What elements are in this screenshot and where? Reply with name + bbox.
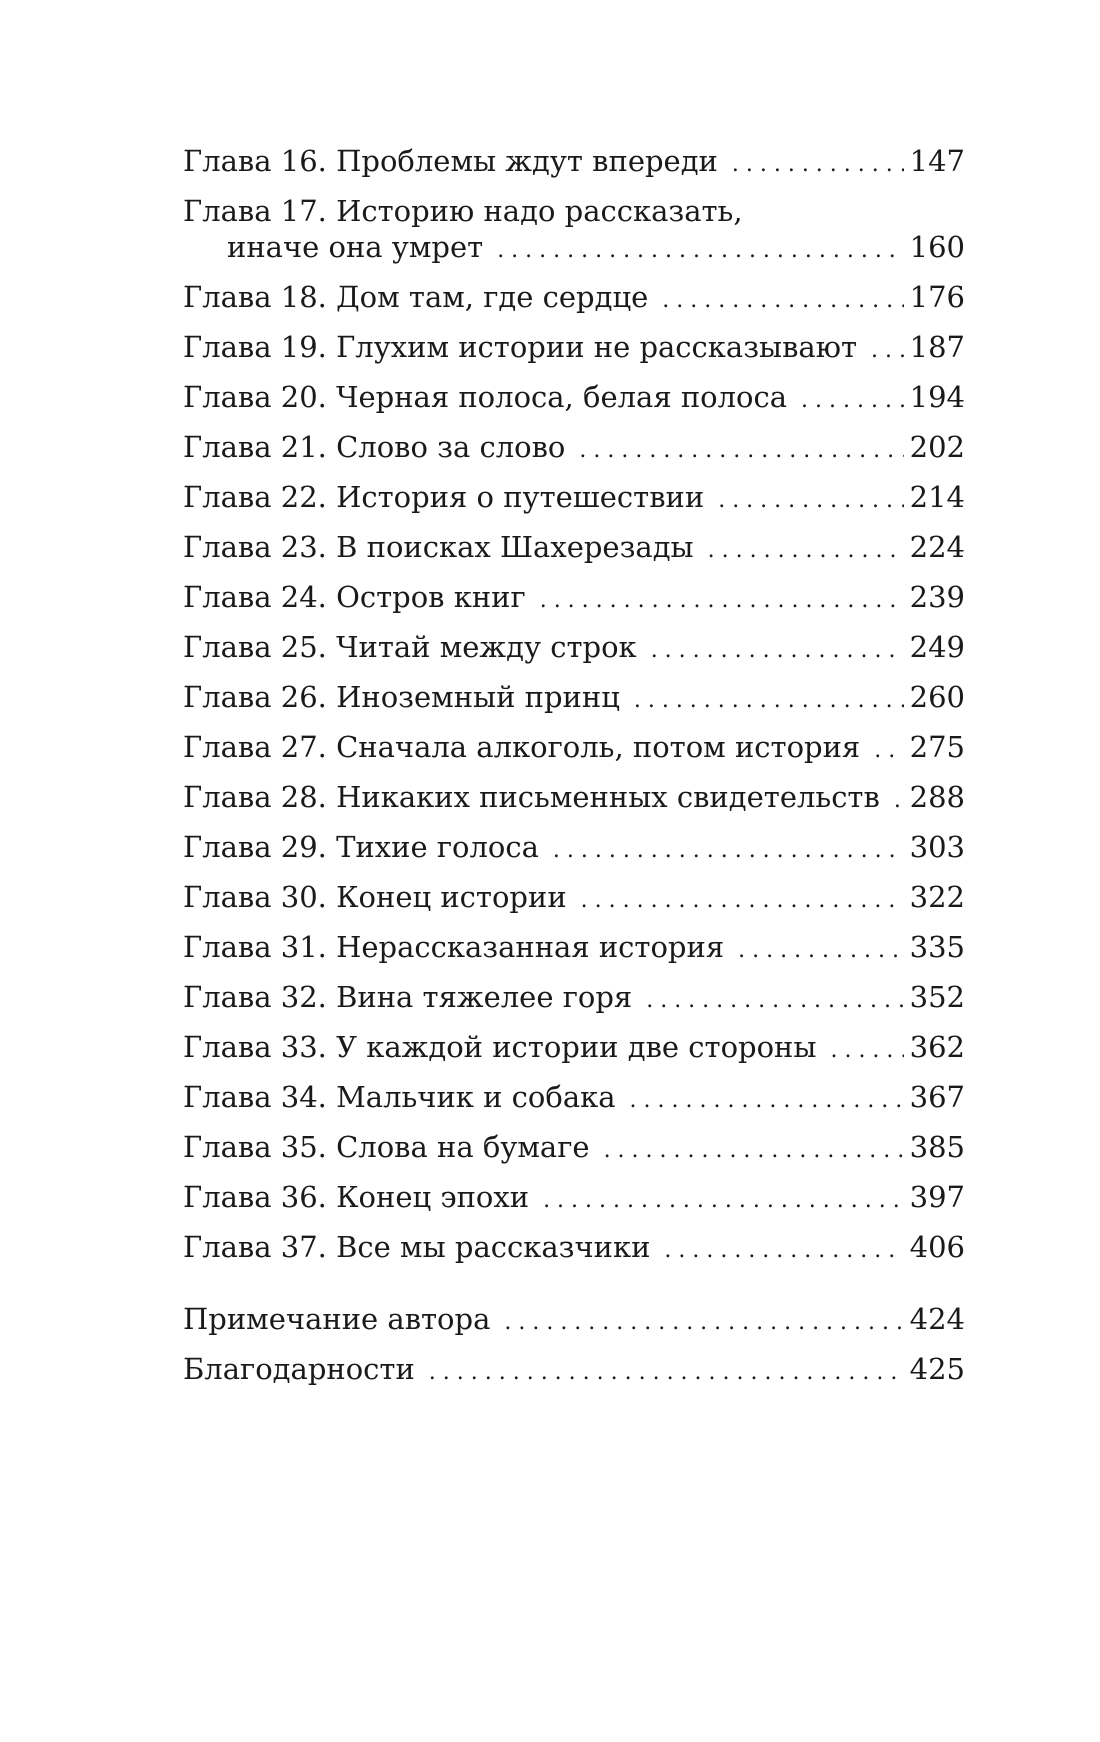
toc-entry-title: Глава 21. Слово за слово: [183, 430, 566, 464]
toc-entry: [183, 572, 965, 622]
toc-entry-page: 187: [909, 330, 965, 364]
dot-leader: [801, 372, 904, 426]
toc-entry-title: Глава 22. История о путешествии: [183, 480, 705, 514]
toc-entry-title: Глава 19. Глухим истории не рассказывают: [183, 330, 858, 364]
toc-entry-title: Глава 26. Иноземный принц: [183, 680, 620, 714]
toc-entry: [183, 972, 965, 1022]
toc-entry-title: Благодарности: [183, 1352, 415, 1386]
toc-entry-page: 303: [909, 830, 965, 864]
toc-entry-title: Глава 37. Все мы рассказчики: [183, 1230, 651, 1264]
toc-entry: [183, 1122, 965, 1172]
toc-entry: [183, 472, 965, 522]
toc-entry: [183, 1072, 965, 1122]
toc-entry-page: 322: [909, 880, 965, 914]
toc-entry-page: 176: [909, 280, 965, 314]
toc-entry-page: 260: [909, 680, 965, 714]
toc-entry-page: 288: [909, 780, 965, 814]
dot-leader: [497, 222, 903, 276]
dot-leader: [543, 1172, 904, 1226]
toc-entry: [183, 622, 965, 672]
dot-leader: [874, 722, 903, 776]
toc-entry: [183, 922, 965, 972]
toc-entry: [183, 1172, 965, 1222]
toc-entry-page: 352: [909, 980, 965, 1014]
toc-entry: [183, 672, 965, 722]
toc-entry: [183, 1344, 965, 1394]
toc-entry-title: Глава 20. Черная полоса, белая полоса: [183, 380, 788, 414]
table-of-contents: [183, 136, 965, 1394]
dot-leader: [553, 822, 904, 876]
dot-leader: [708, 522, 904, 576]
toc-entry-title: Глава 32. Вина тяжелее горя: [183, 980, 633, 1014]
toc-entry-title: Глава 25. Читай между строк: [183, 630, 637, 664]
toc-entry: [183, 722, 965, 772]
dot-leader: [732, 136, 904, 190]
toc-entry-title: Глава 18. Дом там, где сердце: [183, 280, 649, 314]
toc-entry: [183, 322, 965, 372]
dot-leader: [664, 1222, 903, 1276]
toc-entry: [183, 1294, 965, 1344]
toc-entry-page: 385: [909, 1130, 965, 1164]
toc-entry-page: 424: [909, 1302, 965, 1336]
dot-leader: [830, 1022, 903, 1076]
toc-entry-title: Глава 30. Конец истории: [183, 880, 567, 914]
toc-entry-title: Глава 23. В поисках Шахерезады: [183, 530, 694, 564]
dot-leader: [604, 1122, 904, 1176]
toc-entry-title: Глава 34. Мальчик и собака: [183, 1080, 616, 1114]
dot-leader: [718, 472, 903, 526]
toc-entry-page: 367: [909, 1080, 965, 1114]
dot-leader: [662, 272, 903, 326]
toc-entry-title: Примечание автора: [183, 1302, 491, 1336]
dot-leader: [429, 1344, 904, 1398]
toc-entry-title: Глава 27. Сначала алкоголь, потом история: [183, 730, 861, 764]
dot-leader: [581, 872, 904, 926]
dot-leader: [579, 422, 903, 476]
toc-entry-title: Глава 29. Тихие голоса: [183, 830, 539, 864]
toc-entry: [183, 422, 965, 472]
toc-entry-title: Глава 16. Проблемы ждут впереди: [183, 144, 718, 178]
toc-entry-page: 160: [909, 230, 965, 264]
toc-entry: [183, 272, 965, 322]
dot-leader: [651, 622, 904, 676]
dot-leader: [634, 672, 904, 726]
toc-entry-title: Глава 17. Историю надо рассказать,: [183, 194, 743, 228]
toc-entry-page: 224: [909, 530, 965, 564]
toc-entry-page: 362: [909, 1030, 965, 1064]
toc-entry-page: 202: [909, 430, 965, 464]
toc-entry: [183, 372, 965, 422]
toc-entry-title: Глава 31. Нерассказанная история: [183, 930, 725, 964]
toc-entry-page: 425: [909, 1352, 965, 1386]
toc-entry-page: 335: [909, 930, 965, 964]
toc-entry-title: Глава 28. Никаких письменных свидетельств: [183, 780, 880, 814]
toc-entry-page: 194: [909, 380, 965, 414]
dot-leader: [504, 1294, 903, 1348]
toc-entry-page: 397: [909, 1180, 965, 1214]
toc-entry-title: Глава 36. Конец эпохи: [183, 1180, 530, 1214]
toc-entry-page: 239: [909, 580, 965, 614]
toc-entry-page: 147: [909, 144, 965, 178]
toc-entry: [183, 1222, 965, 1272]
toc-entry-title: Глава 35. Слова на бумаге: [183, 1130, 590, 1164]
dot-leader: [738, 922, 904, 976]
toc-entry: [183, 522, 965, 572]
dot-leader: [540, 572, 904, 626]
toc-entry: [183, 136, 965, 186]
dot-leader: [894, 772, 904, 826]
toc-entry-page: 214: [909, 480, 965, 514]
toc-entry-title: Глава 33. У каждой истории две стороны: [183, 1030, 817, 1064]
toc-entry-page: 249: [909, 630, 965, 664]
dot-leader: [630, 1072, 904, 1126]
toc-entry: [183, 822, 965, 872]
toc-entry-page: 406: [909, 1230, 965, 1264]
toc-entry: [183, 186, 965, 272]
toc-entry-title-continuation: иначе она умрет: [227, 230, 484, 264]
dot-leader: [871, 322, 904, 376]
toc-entry: [183, 772, 965, 822]
toc-entry-page: 275: [909, 730, 965, 764]
toc-entry: [183, 1022, 965, 1072]
toc-entry: [183, 872, 965, 922]
dot-leader: [646, 972, 903, 1026]
toc-entry-title: Глава 24. Остров книг: [183, 580, 526, 614]
